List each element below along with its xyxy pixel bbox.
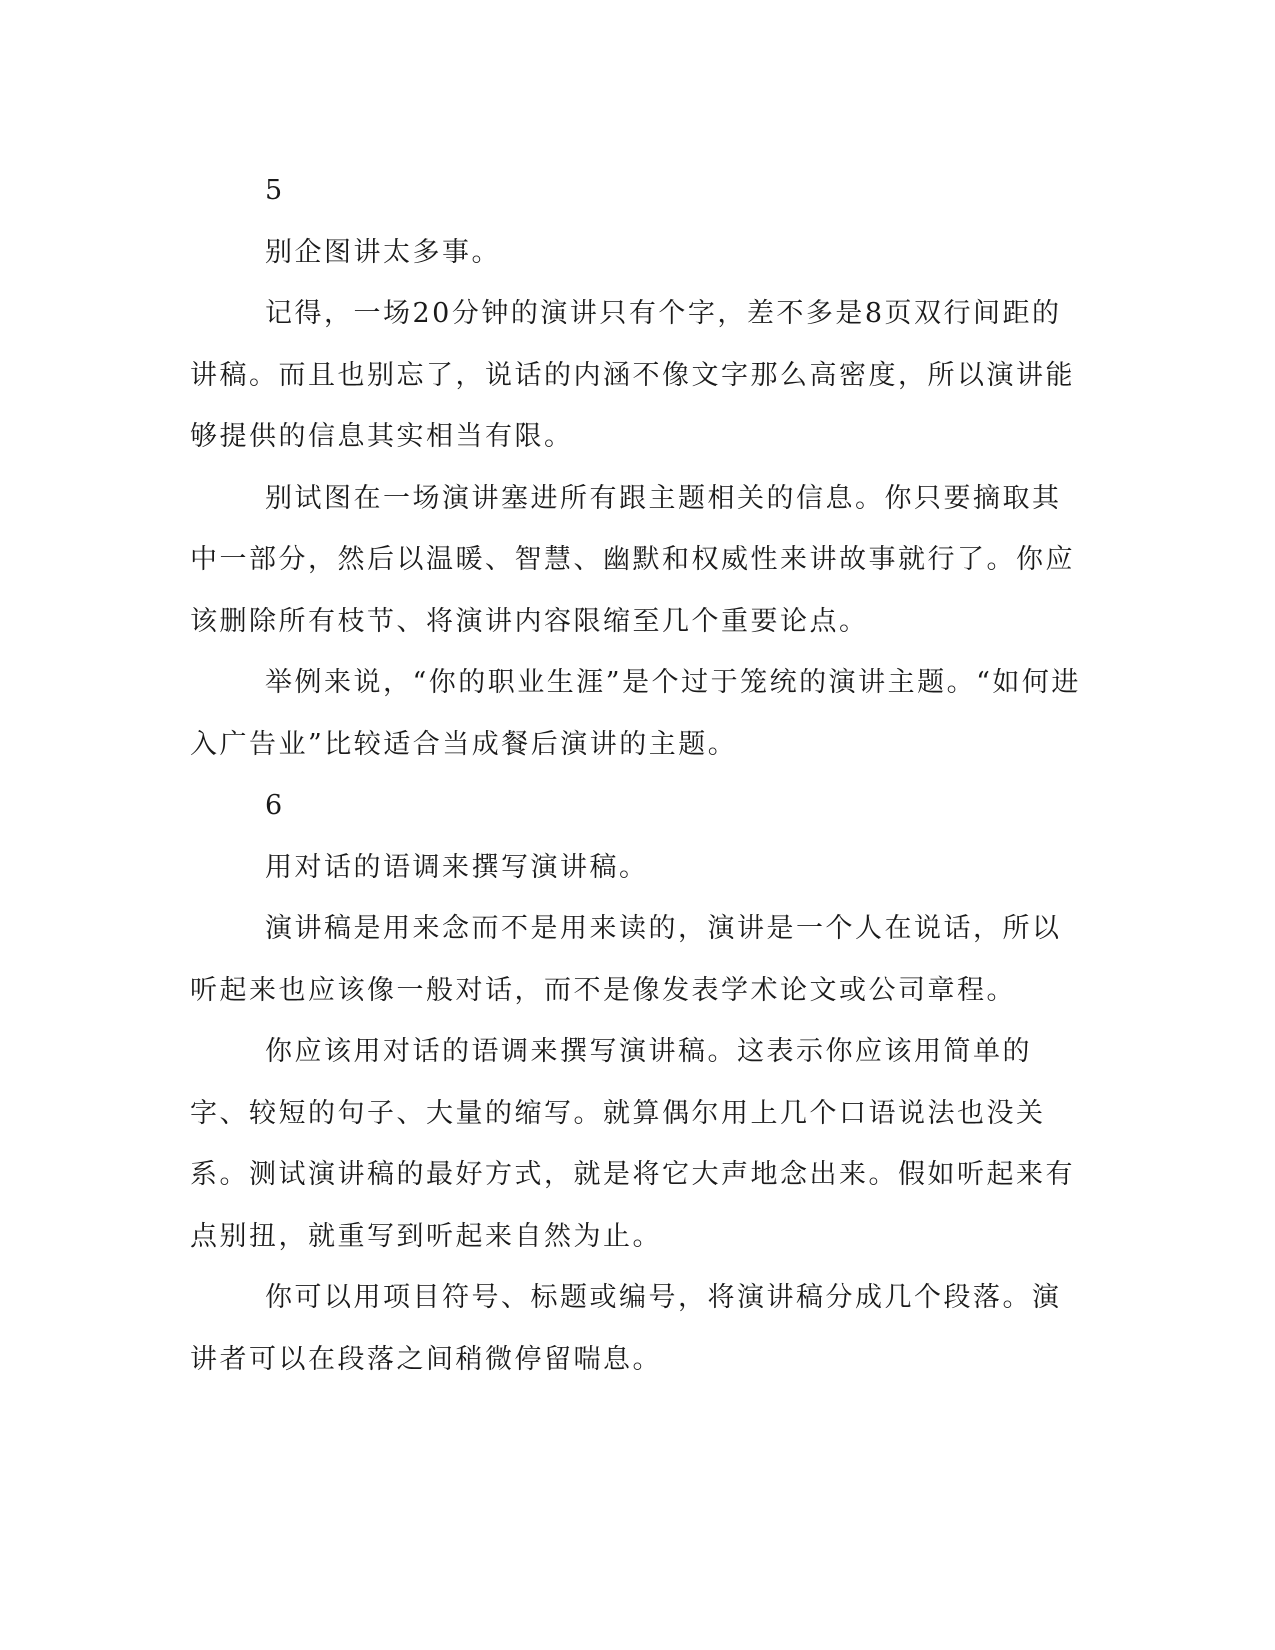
paragraph: 你可以用项目符号、标题或编号，将演讲稿分成几个段落。演讲者可以在段落之间稍微停留喘息。 (190, 1282, 1062, 1375)
section-heading: 用对话的语调来撰写演讲稿。 (265, 851, 649, 883)
paragraph: 记得，一场20分钟的演讲只有个字，差不多是8页双行间距的讲稿。而且也别忘了，说话的内涵不像文字那么高密度，所以演讲能够提供的信息其实相当有限。 (190, 298, 1075, 452)
section-number: 6 (265, 790, 285, 821)
paragraph: 演讲稿是用来念而不是用来读的，演讲是一个人在说话，所以听起来也应该像一般对话，而不是像发表学术论文或公司章程。 (190, 913, 1062, 1006)
paragraph: 举例来说，“你的职业生涯”是个过于笼统的演讲主题。“如何进入广告业”比较适合当成餐后演讲的主题。 (190, 667, 1081, 760)
section-number: 5 (265, 175, 285, 206)
paragraph: 别试图在一场演讲塞进所有跟主题相关的信息。你只要摘取其中一部分，然后以温暖、智慧、幽默和权威性来讲故事就行了。你应该删除所有枝节、将演讲内容限缩至几个重要论点。 (190, 482, 1075, 637)
document-body (190, 160, 1090, 1390)
section-heading: 别企图讲太多事。 (265, 236, 501, 268)
paragraph: 你应该用对话的语调来撰写演讲稿。这表示你应该用简单的字、较短的句子、大量的缩写。就算偶尔用上几个口语说法也没关系。测试演讲稿的最好方式，就是将它大声地念出来。假如听起来有点别扭，就重写到听起来自然为止。 (190, 1036, 1075, 1252)
